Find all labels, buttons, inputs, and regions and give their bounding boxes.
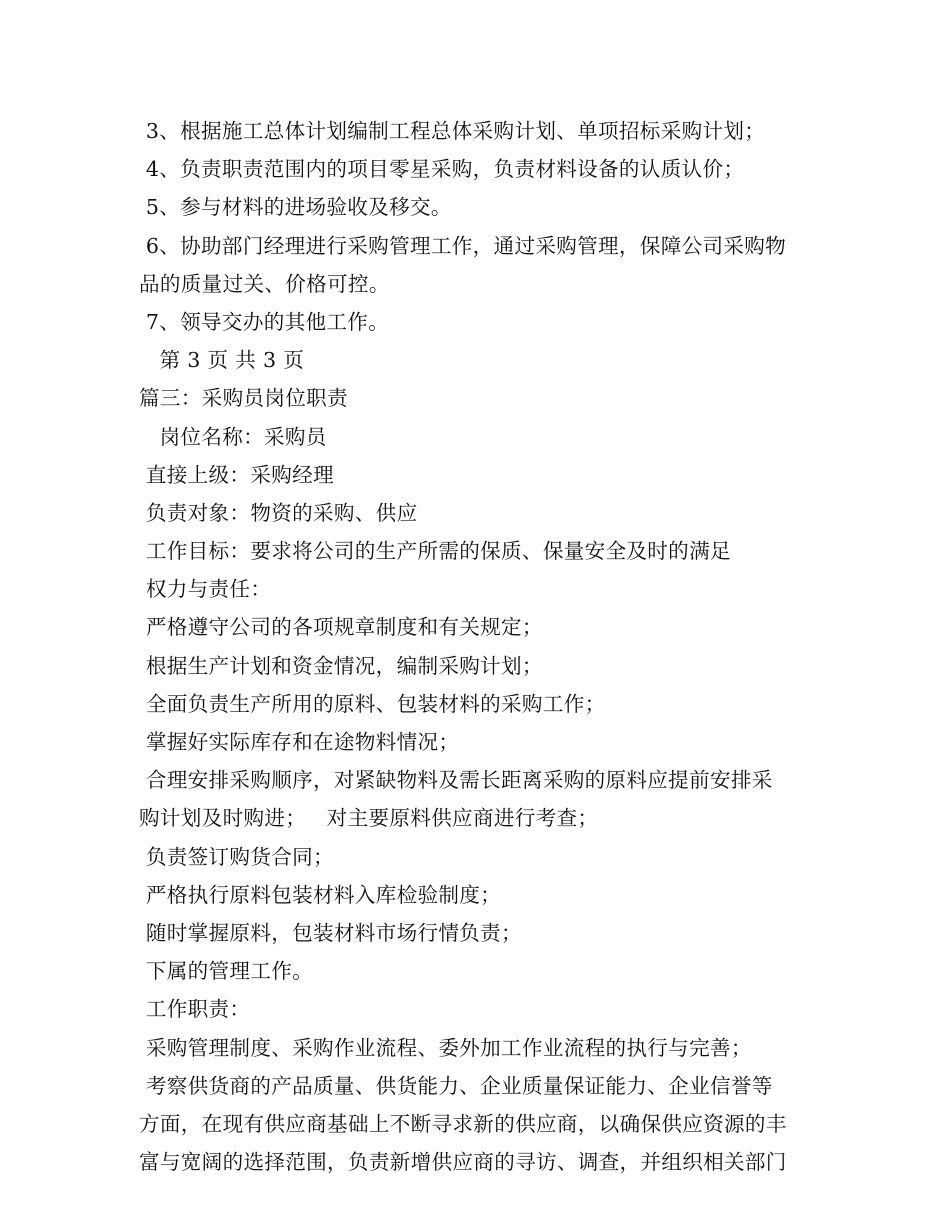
text-line: 严格遵守公司的各项规章制度和有关规定； [139,615,543,640]
text-line: 7、领导交办的其他工作。 [139,309,390,334]
text-line: 负责对象：物资的采购、供应 [139,500,418,525]
text-line: 3、根据施工总体计划编制工程总体采购计划、单项招标采购计划； [139,119,766,143]
text-line: 根据生产计划和资金情况，编制采购计划； [139,653,543,678]
text-line: 4、负责职责范围内的项目零星采购，负责材料设备的认质认价； [139,157,745,182]
text-line: 掌握好实际库存和在途物料情况； [139,730,460,754]
text-line: 工作职责： [139,997,251,1022]
text-line: 全面负责生产所用的原料、包装材料的采购工作； [139,691,606,716]
text-line: 富与宽阔的选择范围，负责新增供应商的寻访、调查，并组织相关部门 [139,1150,787,1175]
document-body [139,112,819,1181]
section-heading: 篇三：采购员岗位职责 [139,386,348,411]
page-number: 第 3 页 共 3 页 [139,348,305,373]
text-line: 随时掌握原料，包装材料市场行情负责； [139,920,522,945]
text-line: 权力与责任： [139,577,272,602]
text-line: 购计划及时购进； 对主要原料供应商进行考查； [139,806,599,831]
text-line: 6、协助部门经理进行采购管理工作，通过采购管理，保障公司采购物 [139,233,787,258]
text-line: 合理安排采购顺序，对紧缺物料及需长距离采购的原料应提前安排采 [139,768,773,793]
text-line: 品的质量过关、价格可控。 [139,271,390,296]
text-line: 方面，在现有供应商基础上不断寻求新的供应商，以确保供应资源的丰 [139,1111,787,1136]
text-line: 工作目标：要求将公司的生产所需的保质、保量安全及时的满足 [139,539,731,564]
text-line: 考察供货商的产品质量、供货能力、企业质量保证能力、企业信誉等 [139,1073,773,1098]
text-line: 直接上级：采购经理 [139,462,334,487]
text-line: 岗位名称：采购员 [139,424,327,449]
text-line: 5、参与材料的进场验收及移交。 [139,195,452,220]
text-line: 严格执行原料包装材料入库检验制度； [139,882,502,907]
text-line: 负责签订购货合同； [139,844,334,869]
text-line: 采购管理制度、采购作业流程、委外加工作业流程的执行与完善； [139,1035,752,1060]
text-line: 下属的管理工作。 [139,959,313,984]
